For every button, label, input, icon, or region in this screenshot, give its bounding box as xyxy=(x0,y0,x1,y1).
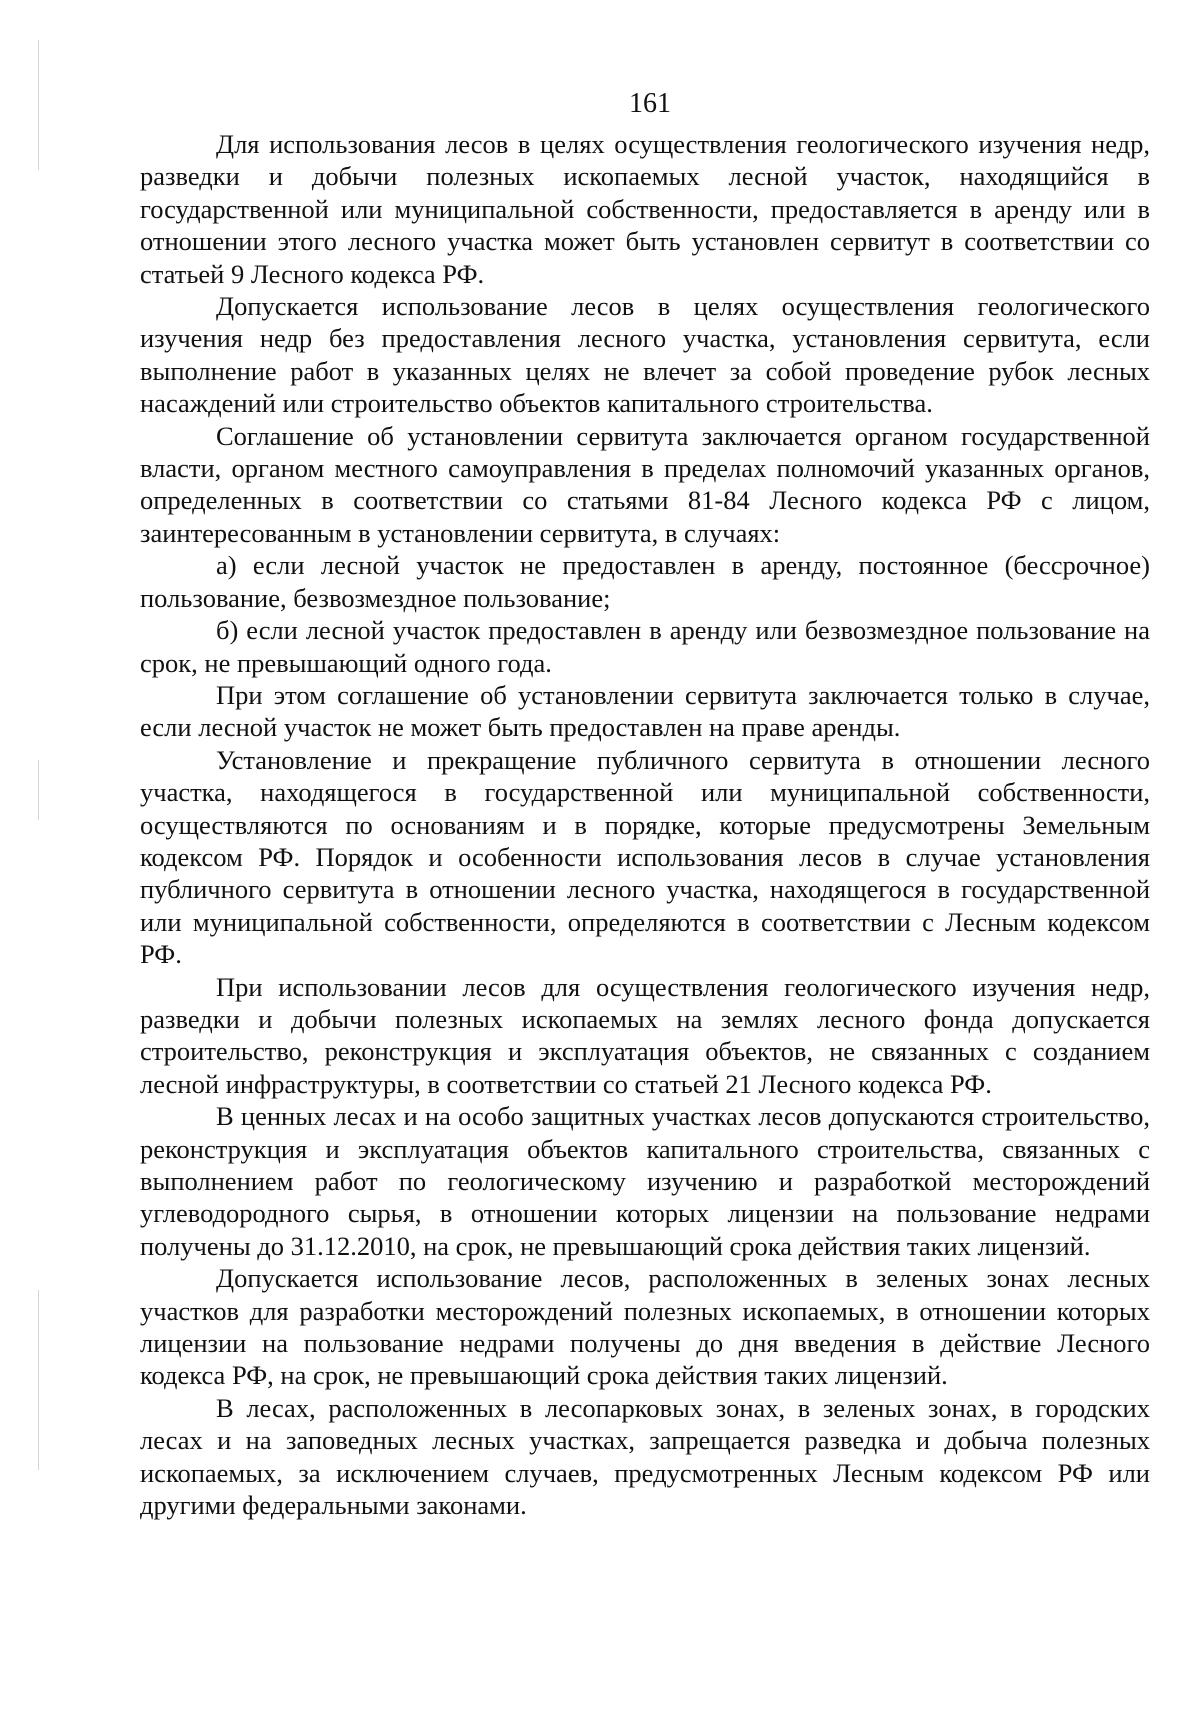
paragraph: Установление и прекращение публичного сервитута в отношении лесного участка, находящегося в государственной или муниципальной собственности, осуществляются по основаниям и в порядке, которые предусмотрены Земельным кодексом РФ. Порядок и особенности использования лесов в случае установления публичного сервитута в отношении лесного участка, находящегося в государственной или муниципальной собственности, определяются в соответствии с Лесным кодексом РФ. xyxy=(140,744,1150,970)
paragraph: При использовании лесов для осуществления геологического изучения недр, разведки и добычи полезных ископаемых на землях лесного фонда допускается строительство, реконструкция и эксплуатация объектов, не связанных с созданием лесной инфраструктуры, в соответствии со статьей 21 Лесного кодекса РФ. xyxy=(140,971,1150,1099)
page-number: 161 xyxy=(629,88,671,119)
paragraph: Соглашение об установлении сервитута заключается органом государственной власти, органом местного самоуправления в пределах полномочий указанных органов, определенных в соответствии со статьями 81-84 Лесного кодекса РФ с лицом, заинтересованным в установлении сервитута, в случаях: xyxy=(140,420,1150,548)
paragraph: В ценных лесах и на особо защитных участках лесов допускаются строительство, реконструкция и эксплуатация объектов капитального строительства, связанных с выполнением работ по геологическому изучению и разработкой месторождений углеводородного сырья, в отношении которых лицензии на пользование недрами получены до 31.12.2010, на срок, не превышающий срока действия таких лицензий. xyxy=(140,1101,1150,1261)
document-body xyxy=(140,128,1150,1521)
scan-edge-line xyxy=(38,1290,39,1470)
paragraph: Для использования лесов в целях осуществления геологического изучения недр, разведки и добычи полезных ископаемых лесной участок, находящийся в государственной или муниципальной собственности, предоставляется в аренду или в отношении этого лесного участка может быть установлен сервитут в соответствии со статьей 9 Лесного кодекса РФ. xyxy=(140,129,1150,289)
list-item: а) если лесной участок не предоставлен в аренду, постоянное (бессрочное) пользование, безвозмездное пользование; xyxy=(140,550,1150,613)
list-item: б) если лесной участок предоставлен в аренду или безвозмездное пользование на срок, не превышающий одного года. xyxy=(140,615,1150,678)
paragraph: При этом соглашение об установлении сервитута заключается только в случае, если лесной участок не может быть предоставлен на праве аренды. xyxy=(140,679,1150,743)
paragraph: В лесах, расположенных в лесопарковых зонах, в зеленых зонах, в городских лесах и на заповедных лесных участках, запрещается разведка и добыча полезных ископаемых, за исключением случаев, предусмотренных Лесным кодексом РФ или другими федеральными законами. xyxy=(140,1392,1150,1521)
paragraph: Допускается использование лесов, расположенных в зеленых зонах лесных участков для разработки месторождений полезных ископаемых, в отношении которых лицензии на пользование недрами получены до дня введения в действие Лесного кодекса РФ, на срок, не превышающий срока действия таких лицензий. xyxy=(140,1263,1150,1391)
scan-edge-line xyxy=(38,760,39,820)
paragraph: Допускается использование лесов в целях осуществления геологического изучения недр без предоставления лесного участка, установления сервитута, если выполнение работ в указанных целях не влечет за собой проведение рубок лесных насаждений или строительство объектов капитального строительства. xyxy=(140,291,1150,419)
